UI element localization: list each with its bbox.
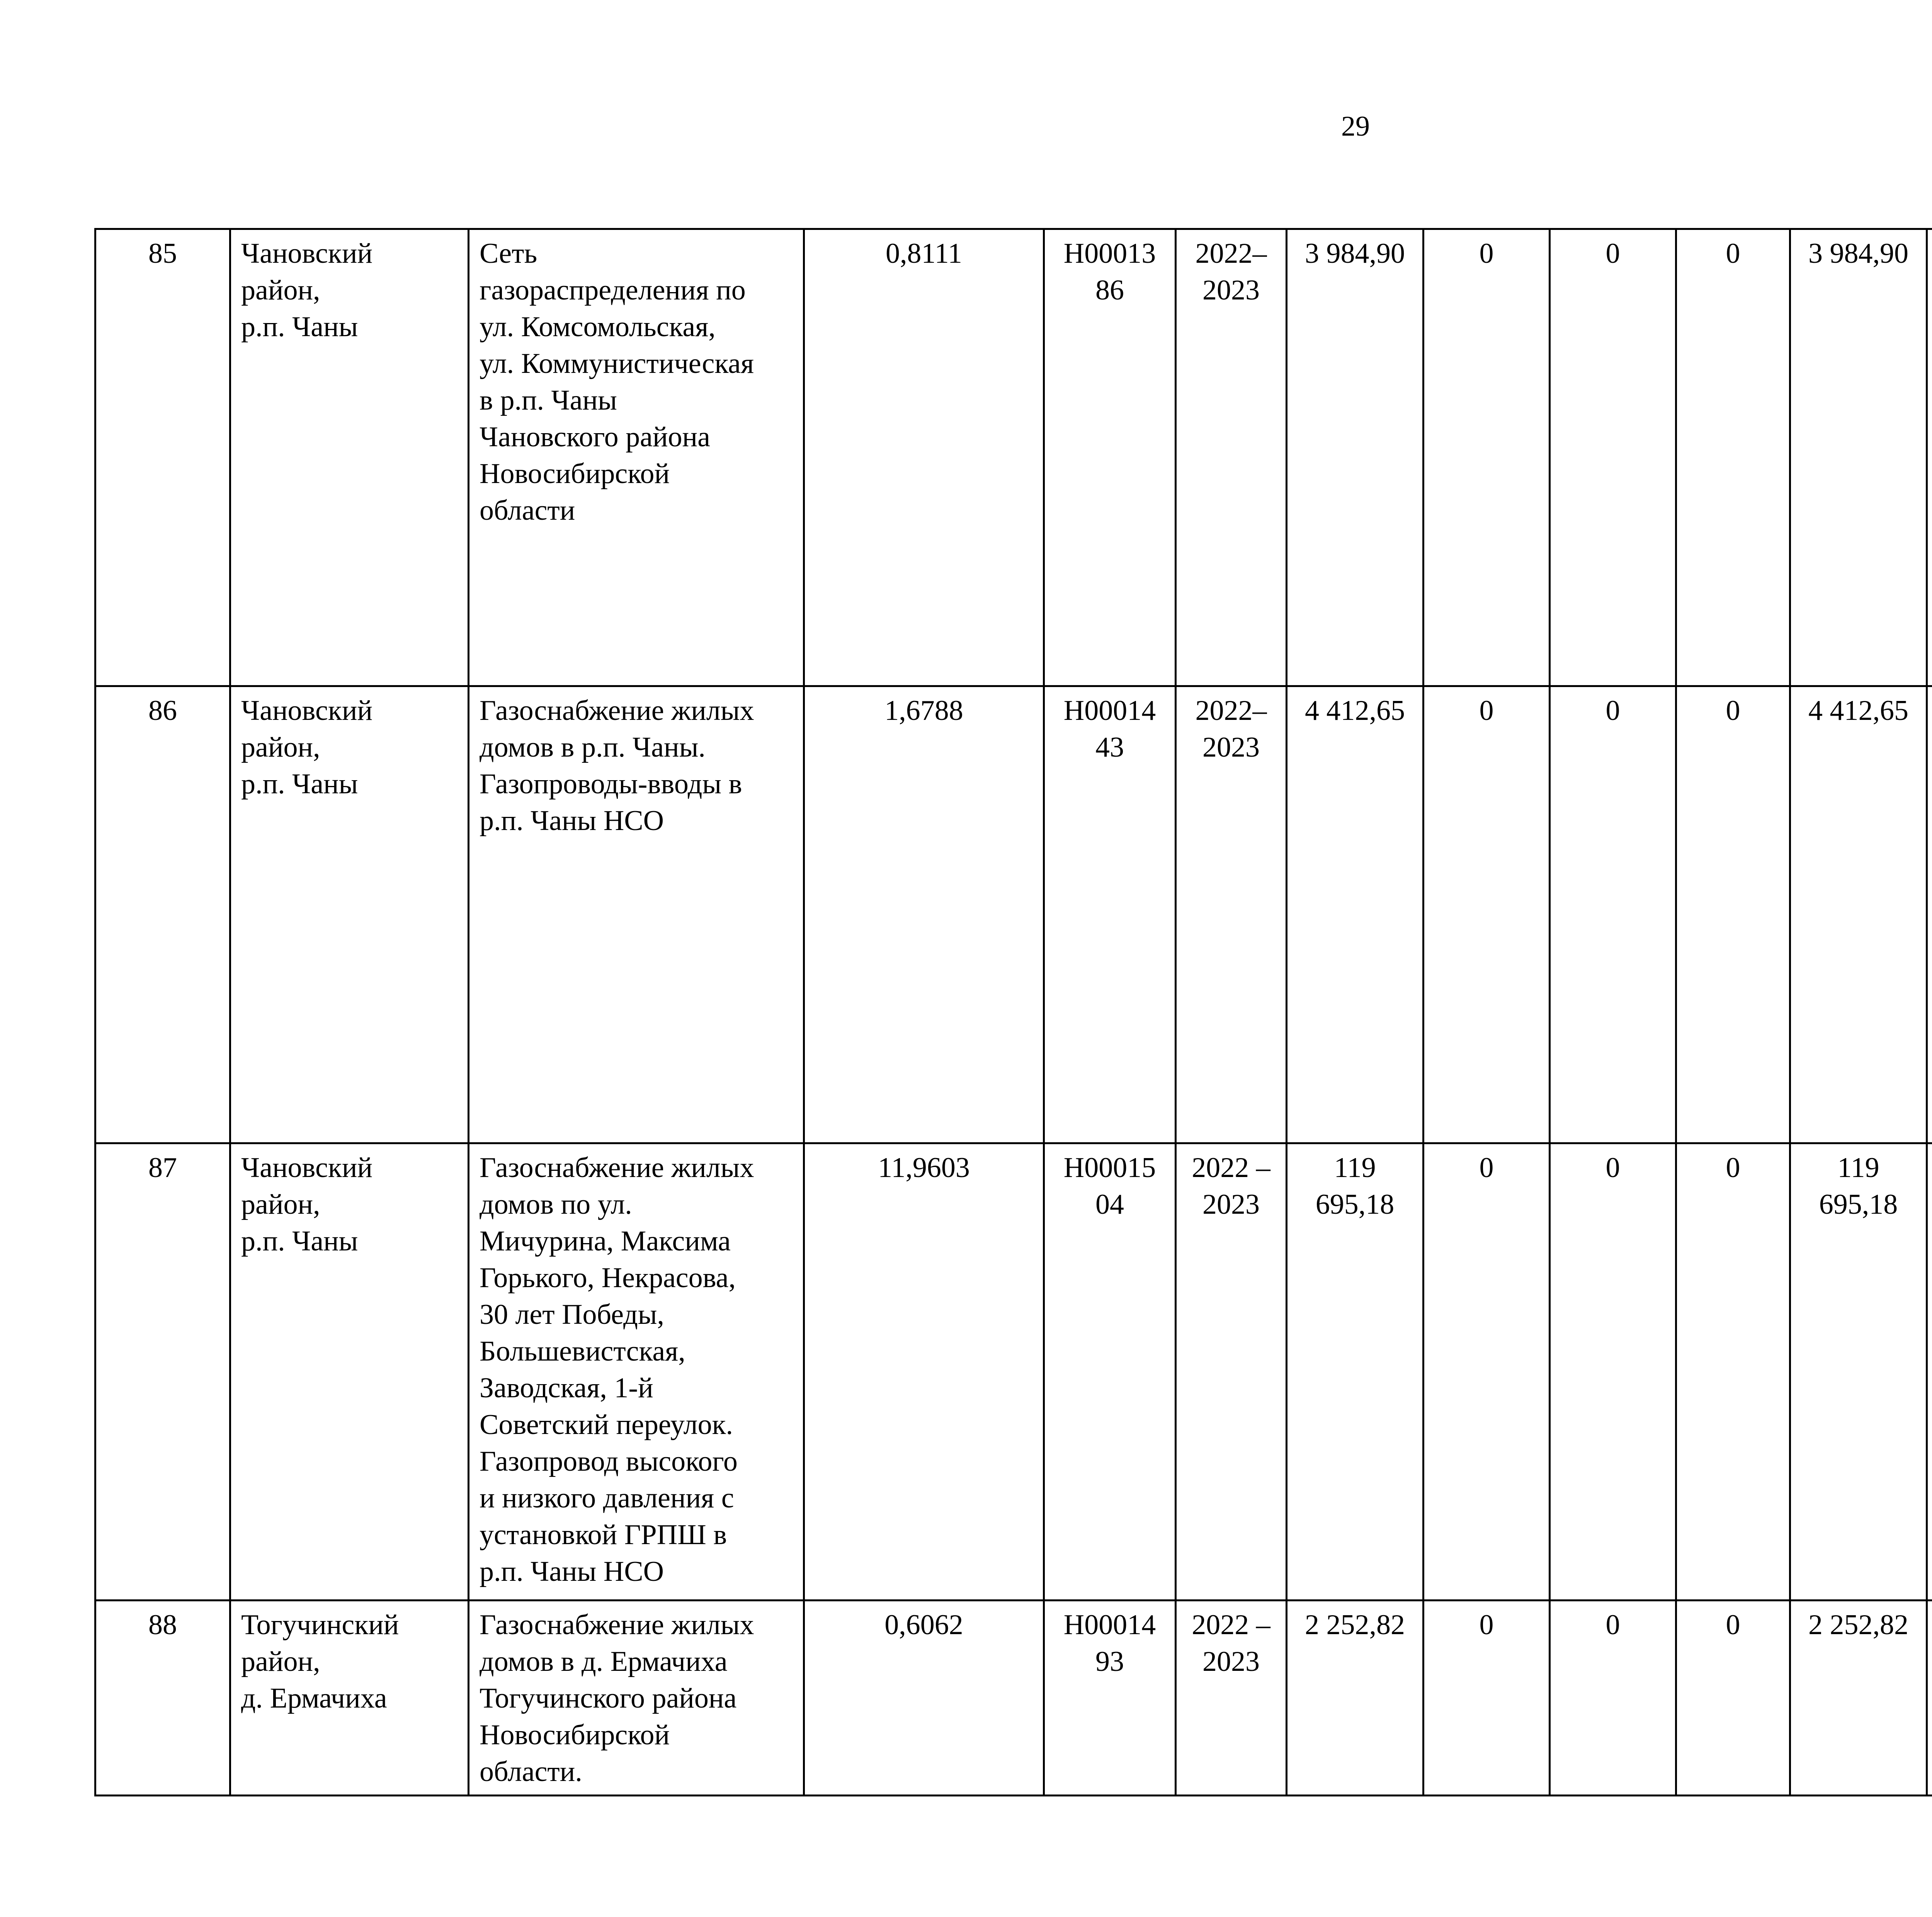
value-cell-1: 0 [1423,229,1550,686]
code-cell: Н00013 86 [1044,229,1176,686]
total-cost-cell: 3 984,90 [1287,229,1423,686]
value-cell-2: 0 [1550,229,1676,686]
row-number: 86 [95,686,230,1143]
value-cell-3: 0 [1676,1601,1790,1796]
location-cell: Чановский район, р.п. Чаны [230,229,469,686]
row-number: 88 [95,1601,230,1796]
value-cell-3: 0 [1676,686,1790,1143]
value-cell-1: 0 [1423,1143,1550,1601]
organization-cell [1927,229,1932,686]
location-cell: Тогучинский район, д. Ермачиха [230,1601,469,1796]
organization-cell [1927,686,1932,1143]
location-cell: Чановский район, р.п. Чаны [230,1143,469,1601]
years-cell: 2022 – 2023 [1176,1601,1287,1796]
object-name-cell: Газоснабжение жилых домов в р.п. Чаны. Газопроводы-вводы в р.п. Чаны НСО [469,686,804,1143]
total-cost-cell: 4 412,65 [1287,686,1423,1143]
value-cell-4: 4 412,65 [1790,686,1927,1143]
length-cell: 1,6788 [804,686,1044,1143]
table-row [95,1601,1932,1796]
code-cell: Н00015 04 [1044,1143,1176,1601]
value-cell-1: 0 [1423,686,1550,1143]
length-cell: 0,6062 [804,1601,1044,1796]
code-cell: Н00014 43 [1044,686,1176,1143]
value-cell-2: 0 [1550,686,1676,1143]
row-number: 85 [95,229,230,686]
length-cell: 0,8111 [804,229,1044,686]
value-cell-4: 119 695,18 [1790,1143,1927,1601]
code-cell: Н00014 93 [1044,1601,1176,1796]
row-number: 87 [95,1143,230,1601]
page-number: 29 [1341,111,1370,142]
object-name-cell: Газоснабжение жилых домов в д. Ермачиха Тогучинского района Новосибирской области. [469,1601,804,1796]
organization-cell [1927,1143,1932,1601]
years-cell: 2022– 2023 [1176,686,1287,1143]
years-cell: 2022 – 2023 [1176,1143,1287,1601]
organization-cell [1927,1601,1932,1796]
value-cell-4: 3 984,90 [1790,229,1927,686]
object-name-cell: Газоснабжение жилых домов по ул. Мичурина, Максима Горького, Некрасова, 30 лет Победы, Большевистская, Заводская, 1-й Советский переулок. Газопровод высокого и низкого давления с установкой ГРПШ в р.п. Чаны НСО [469,1143,804,1601]
value-cell-2: 0 [1550,1143,1676,1601]
value-cell-3: 0 [1676,229,1790,686]
object-name-cell: Сеть газораспределения по ул. Комсомольская, ул. Коммунистическая в р.п. Чаны Чановского района Новосибирской области [469,229,804,686]
total-cost-cell: 2 252,82 [1287,1601,1423,1796]
total-cost-cell: 119 695,18 [1287,1143,1423,1601]
value-cell-1: 0 [1423,1601,1550,1796]
table-row [95,229,1932,686]
value-cell-3: 0 [1676,1143,1790,1601]
value-cell-4: 2 252,82 [1790,1601,1927,1796]
gasification-table [94,228,1932,1796]
location-cell: Чановский район, р.п. Чаны [230,686,469,1143]
length-cell: 11,9603 [804,1143,1044,1601]
value-cell-2: 0 [1550,1601,1676,1796]
years-cell: 2022– 2023 [1176,229,1287,686]
table-row [95,1143,1932,1601]
table-row [95,686,1932,1143]
